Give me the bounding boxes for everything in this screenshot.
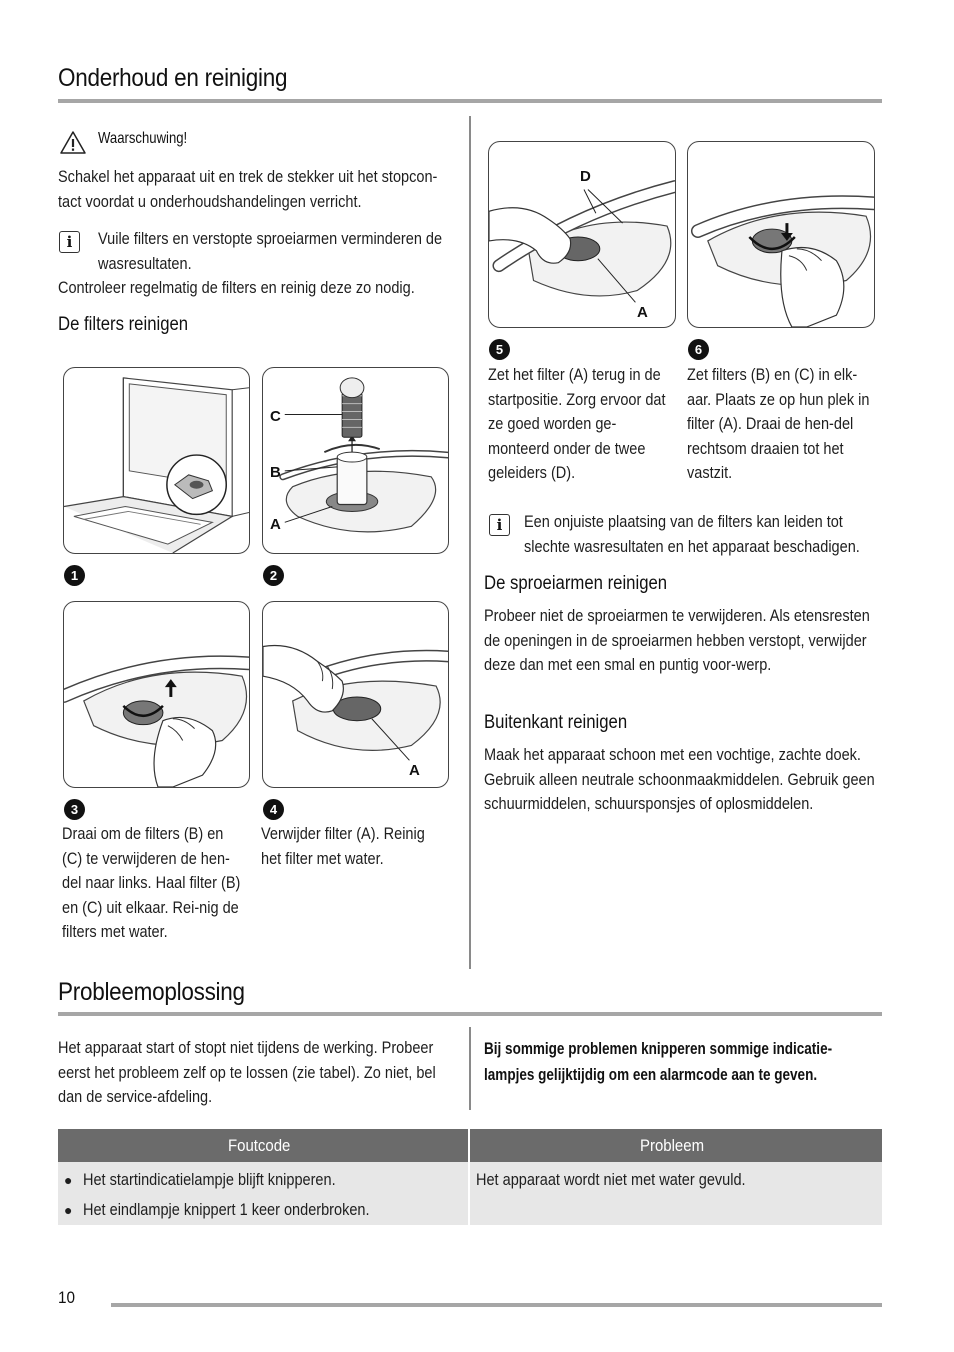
heading-spray-arms: De sproeiarmen reinigen <box>484 573 668 594</box>
bullet-icon: ● <box>64 1202 73 1218</box>
figure-6-insert-filters <box>687 141 875 328</box>
table-cell-probleem: Het apparaat wordt niet met water gevuld. <box>469 1162 882 1225</box>
page-number: 10 <box>58 1288 76 1307</box>
check-filters-text: Controleer regelmatig de filters en reinig deze zo nodig. <box>58 279 415 297</box>
list-item: ● Het startindicatielampje blijft knipperen. <box>58 1165 468 1195</box>
figure-3-turn-handle <box>63 601 250 788</box>
table-header-foutcode: Foutcode <box>58 1129 469 1162</box>
bullet-icon: ● <box>64 1172 73 1188</box>
spray-arms-text: Probeer niet de sproeiarmen te verwijderen. Als etensresten de openingen in de sproeiarmen hebben verstopt, verwijder deze dan met een smal en puntig voor-werp. <box>484 607 870 674</box>
outside-cleaning-text: Maak het apparaat schoon met een vochtige, zachte doek. Gebruik alleen neutrale schoonmaakmiddelen. Gebruik geen schuurmiddelen, schuursponsjes of oplosmiddelen. <box>484 746 875 813</box>
section-rule <box>58 1012 882 1016</box>
footer-rule <box>111 1303 882 1307</box>
table-cell-foutcode <box>58 1162 469 1225</box>
step-number-5: 5 <box>489 339 510 360</box>
figure-label-a: A <box>409 762 420 779</box>
figure-1-dishwasher <box>63 367 250 554</box>
info-icon: i <box>59 231 80 253</box>
step-number-1: 1 <box>64 565 85 586</box>
section-rule <box>58 99 882 103</box>
step-number-4: 4 <box>263 799 284 820</box>
troubleshooting-intro: Het apparaat start of stopt niet tijdens de werking. Probeer eerst het probleem zelf op te lossen (zie tabel). Zo niet, bel dan de service-afdeling. <box>58 1039 436 1106</box>
list-item: ● Het eindlampje knippert 1 keer onderbroken. <box>58 1195 468 1225</box>
figure-label-b: B <box>270 464 281 481</box>
column-divider <box>469 116 471 969</box>
heading-outside-cleaning: Buitenkant reinigen <box>484 712 628 733</box>
figure-4-remove-filter <box>262 601 449 788</box>
turn-handle-illustration <box>64 602 249 787</box>
warning-icon <box>59 130 87 155</box>
warning-text: Schakel het apparaat uit en trek de stekker uit het stopcon-tact voordat u onderhoudshandelingen verricht. <box>58 168 438 211</box>
filter-assembly-illustration <box>263 368 448 553</box>
section-title-maintenance: Onderhoud en reiniging <box>58 64 288 92</box>
info-text-filters: Vuile filters en verstopte sproeiarmen verminderen de wasresultaten. <box>98 230 443 273</box>
column-divider <box>469 1027 471 1110</box>
step-4-text: Verwijder filter (A). Reinig het filter met water. <box>261 825 425 868</box>
figure-label-d: D <box>580 168 591 185</box>
table-header-probleem: Probleem <box>469 1129 882 1162</box>
figure-label-a: A <box>637 304 648 321</box>
step-number-6: 6 <box>688 339 709 360</box>
step-6-text: Zet filters (B) en (C) in elk-aar. Plaats ze op hun plek in filter (A). Draai de hen-del rechtsom draaien tot het vastzit. <box>687 366 870 482</box>
table-row <box>58 1162 882 1225</box>
step-3-text: Draai om de filters (B) en (C) te verwijderen de hen-del naar links. Haal filter (B) en (C) uit elkaar. Rei-nig de filters met water. <box>62 825 241 941</box>
insert-filters-illustration <box>688 142 874 327</box>
info-text-placement: Een onjuiste plaatsing van de filters kan leiden tot slechte wasresultaten en het apparaat beschadigen. <box>524 513 860 556</box>
fault-table-wrapper <box>58 1129 882 1225</box>
table-header-row <box>58 1129 882 1162</box>
remove-filter-illustration <box>263 602 448 787</box>
alarm-code-note: Bij sommige problemen knipperen sommige indicatie-lampjes gelijktijdig om een alarmcode aan te geven. <box>484 1040 833 1084</box>
section-title-troubleshooting: Probleemoplossing <box>58 978 245 1006</box>
dishwasher-illustration <box>64 368 249 553</box>
figure-label-a: A <box>270 516 281 533</box>
figure-label-c: C <box>270 408 281 425</box>
warning-label: Waarschuwing! <box>98 130 188 147</box>
fault-table <box>58 1129 882 1225</box>
figure-2-filter-assembly <box>262 367 449 554</box>
step-5-text: Zet het filter (A) terug in de startpositie. Zorg ervoor dat ze goed worden ge-monteerd onder de twee geleiders (D). <box>488 366 666 482</box>
heading-filters-cleaning: De filters reinigen <box>58 314 189 335</box>
info-icon: i <box>489 514 510 536</box>
step-number-2: 2 <box>263 565 284 586</box>
step-number-3: 3 <box>64 799 85 820</box>
figure-5-replace-filter <box>488 141 676 328</box>
